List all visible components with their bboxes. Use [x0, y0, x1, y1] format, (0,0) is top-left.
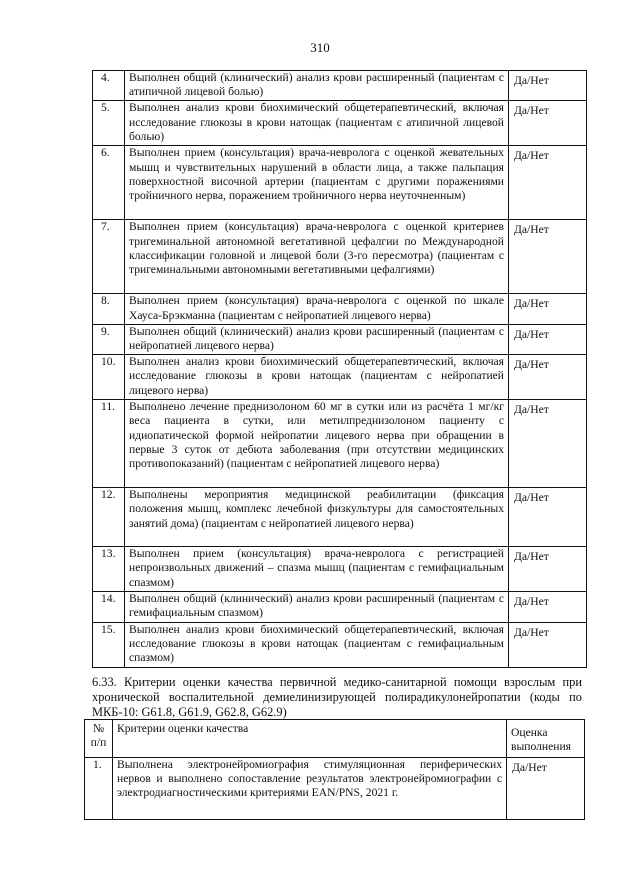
page-number: 310 [310, 40, 330, 55]
table-row [93, 488, 587, 547]
column-header-number: № п/п [85, 720, 113, 758]
row-number: 14. [93, 592, 125, 622]
table-row [93, 71, 587, 101]
criterion-text: Выполнен анализ крови биохимический общетерапевтический, включая исследование глюкозы в крови натощак (пациентам с атипичной лицевой болью) [125, 101, 509, 146]
criterion-text: Выполнено лечение преднизолоном 60 мг в сутки или из расчёта 1 мг/кг веса пациента в сутки, или метилпреднизолоном пациенту с идиопатической формой нейропатии лицевого нерва при обращении в первые 3 суток от дебюта заболевания (при отсутствии медицинских противопоказаний) (пациентам с нейропатией лицевого нерва) [125, 400, 509, 488]
criterion-text: Выполнен прием (консультация) врача-невролога с регистрацией непроизвольных движений – спазма мышц (пациентам с гемифациальным спазмом) [125, 547, 509, 592]
criterion-text: Выполнен общий (клинический) анализ крови расширенный (пациентам с нейропатией лицевого нерва) [125, 324, 509, 354]
column-header-criteria: Критерии оценки качества [113, 720, 507, 758]
table-row [93, 220, 587, 294]
row-number: 11. [93, 400, 125, 488]
table-row [93, 622, 587, 667]
row-number: 15. [93, 622, 125, 667]
table-row [93, 101, 587, 146]
row-number: 8. [93, 294, 125, 324]
criterion-text: Выполнен прием (консультация) врача-невролога с оценкой жевательных мышц и чувствительных нарушений в области лица, а также пальпация поверхностной височной артерии (пациентам с другими поражениями тройничного нерва, поражением тройничного нерва неуточненным) [125, 146, 509, 220]
row-number: 6. [93, 146, 125, 220]
row-number: 1. [85, 758, 113, 820]
criterion-text: Выполнена электронейромиография стимуляционная периферических нервов и выполнено сопоставление результатов электронейромиографии с электродиагностическими критериями EAN/PNS, 2021 г. [113, 758, 507, 820]
row-number: 9. [93, 324, 125, 354]
criterion-text: Выполнен общий (клинический) анализ крови расширенный (пациентам с атипичной лицевой болью) [125, 71, 509, 101]
criterion-text: Выполнен общий (клинический) анализ крови расширенный (пациентам с гемифациальным спазмом) [125, 592, 509, 622]
table-row [93, 400, 587, 488]
table-row [93, 294, 587, 324]
criterion-text: Выполнен прием (консультация) врача-невролога с оценкой по шкале Хауса-Брэкманна (пациентам с нейропатией лицевого нерва) [125, 294, 509, 324]
table-header-row [85, 720, 585, 758]
row-number: 4. [93, 71, 125, 101]
assessment-value: Да/Нет [509, 592, 587, 622]
criteria-table-continued [92, 70, 587, 668]
assessment-value: Да/Нет [509, 324, 587, 354]
row-number: 5. [93, 101, 125, 146]
column-header-assessment: Оценка выполнения [507, 720, 585, 758]
assessment-value: Да/Нет [509, 547, 587, 592]
assessment-value: Да/Нет [507, 758, 585, 820]
table-row [93, 592, 587, 622]
table-row [93, 355, 587, 400]
criterion-text: Выполнен прием (консультация) врача-невролога с оценкой критериев тригеминальной автономной вегетативной цефалгии по Международной классификации головной и лицевой боли (3-го пересмотра) (пациентам с тригеминальными автономными вегетативными цефалгиями) [125, 220, 509, 294]
criterion-text: Выполнен анализ крови биохимический общетерапевтический, включая исследование глюкозы в крови натощак (пациентам с нейропатией лицевого нерва) [125, 355, 509, 400]
section-heading: 6.33. Критерии оценки качества первичной медико-санитарной помощи взрослым при хронической воспалительной демиелинизирующей полирадикулонейропатии (коды по МКБ-10: G61.8, G61.9, G62.8, G62.9) [92, 675, 582, 719]
table-row [93, 146, 587, 220]
assessment-value: Да/Нет [509, 146, 587, 220]
criterion-text: Выполнен анализ крови биохимический общетерапевтический, включая исследование глюкозы в крови натощак (пациентам с гемифациальным спазмом) [125, 622, 509, 667]
table-row [85, 758, 585, 820]
criteria-table [84, 719, 585, 820]
row-number: 12. [93, 488, 125, 547]
assessment-value: Да/Нет [509, 488, 587, 547]
assessment-value: Да/Нет [509, 622, 587, 667]
assessment-value: Да/Нет [509, 220, 587, 294]
table-row [93, 324, 587, 354]
assessment-value: Да/Нет [509, 355, 587, 400]
assessment-value: Да/Нет [509, 71, 587, 101]
assessment-value: Да/Нет [509, 101, 587, 146]
row-number: 13. [93, 547, 125, 592]
row-number: 7. [93, 220, 125, 294]
assessment-value: Да/Нет [509, 400, 587, 488]
row-number: 10. [93, 355, 125, 400]
criterion-text: Выполнены мероприятия медицинской реабилитации (фиксация положения мышц, комплекс лечебной физкультуры для самостоятельных занятий дома) (пациентам с нейропатией лицевого нерва) [125, 488, 509, 547]
assessment-value: Да/Нет [509, 294, 587, 324]
table-row [93, 547, 587, 592]
